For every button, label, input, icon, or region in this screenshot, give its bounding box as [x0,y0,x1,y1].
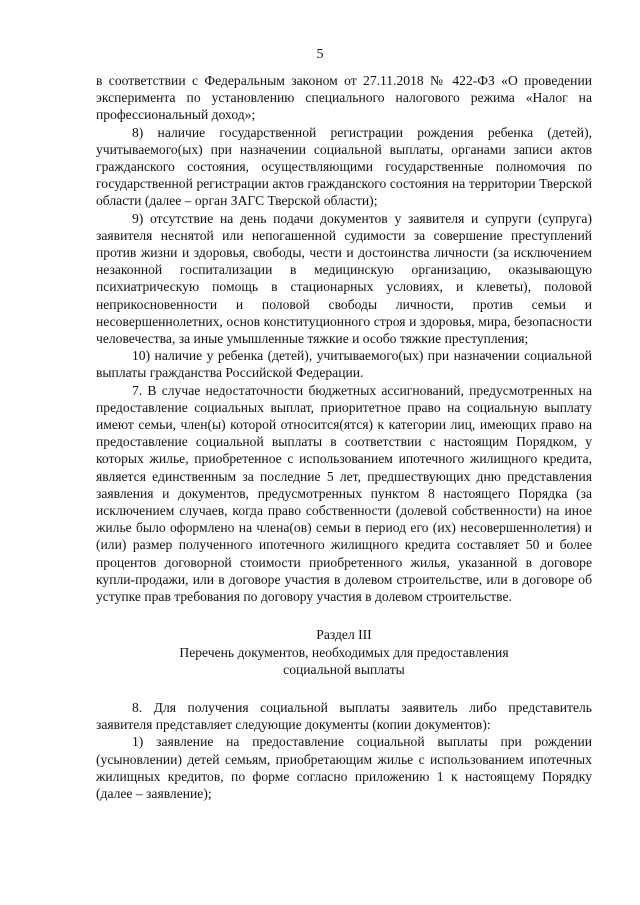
document-body [96,72,592,802]
paragraph-item-10: 10) наличие у ребенка (детей), учитываемого(ых) при назначении социальной выплаты гражданства Российской Федерации. [96,348,592,381]
paragraph-item-8: 8) наличие государственной регистрации рождения ребенка (детей), учитываемого(ых) при назначении социальной выплаты, органами записи актов гражданского состояния, осуществляющими государственные полномочия по государственной регистрации актов гражданского состояния на территории Тверской области (далее – орган ЗАГС Тверской области); [96,124,592,209]
paragraph-clause-7: 7. В случае недостаточности бюджетных ассигнований, предусмотренных на предоставление социальных выплат, приоритетное право на социальную выплату имеют семьи, член(ы) которой относится(ятся) к категории лиц, имеющих право на предоставление социальной выплаты в соответствии с настоящим Порядком, у которых жилье, приобретенное с использованием ипотечного жилищного кредита, является единственным за последние 5 лет, предшествующих дню представления заявления и документов, предусмотренных пунктом 8 настоящего Порядка (за исключением случаев, когда право собственности (долевой собственности) на иное жилье было оформлено на члена(ов) семьи в период его (их) несовершеннолетия) и (или) размер полученного ипотечного жилищного кредита составляет 50 и более процентов договорной стоимости приобретенного жилья, указанной в договоре купли-продажи, или в договоре участия в долевом строительстве, или в договоре об уступке прав требования по договору участия в долевом строительстве. [96,382,592,605]
section-label: Раздел III [316,627,372,643]
paragraph-continuation: в соответствии с Федеральным законом от 27.11.2018 № 422-ФЗ «О проведении эксперимента по установлению специального налогового режима «Налог на профессиональный доход»; [96,73,592,123]
paragraph-item-9: 9) отсутствие на день подачи документов у заявителя и супруги (супруга) заявителя неснятой или непогашенной судимости за совершение преступлений против жизни и здоровья, свободы, чести и достоинства личности (за исключением незаконной госпитализации в медицинскую организацию, оказывающую психиатрическую помощь в стационарных условиях, и клеветы), половой неприкосновенности и половой свободы личности, против семьи и несовершеннолетних, основ конституционного строя и здоровья, мира, безопасности человечества, за иные умышленные тяжкие и особо тяжкие преступления; [96,210,592,347]
paragraph-item-1: 1) заявление на предоставление социальной выплаты при рождении (усыновлении) детей семьям, приобретающим жилье с использованием ипотечных жилищных кредитов, по форме согласно приложению 1 к настоящему Порядку (далее – заявление); [96,734,592,801]
section-heading-line-1: Перечень документов, необходимых для предоставления [179,644,509,660]
paragraph-clause-8: 8. Для получения социальной выплаты заявитель либо представитель заявителя представляет следующие документы (копии документов): [96,699,592,733]
section-heading-line-2: социальной выплаты [283,661,405,677]
page-number: 5 [316,47,324,62]
